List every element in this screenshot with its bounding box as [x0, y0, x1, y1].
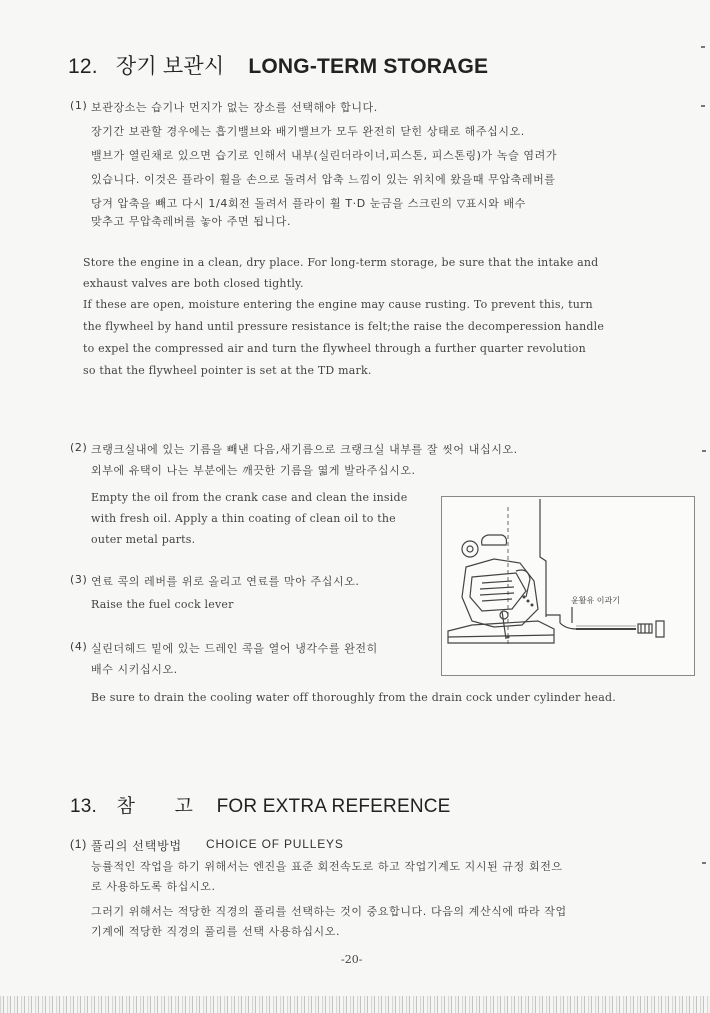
section-13-heading	[70, 791, 451, 818]
korean-line: 그러기 위해서는 적당한 직경의 풀리를 선택하는 것이 중요합니다. 다음의 계산식에 따라 작업	[91, 905, 567, 918]
item-number: (1)	[70, 99, 88, 112]
scan-mark	[702, 450, 706, 452]
section-title-ko-b: 고	[174, 796, 194, 817]
english-line: so that the flywheel pointer is set at the TD mark.	[83, 364, 372, 377]
scan-mark	[702, 862, 706, 864]
subheading-en: CHOICE OF PULLEYS	[206, 837, 344, 851]
item-number: (2)	[70, 441, 88, 454]
section-title-ko-a: 참	[116, 796, 136, 817]
korean-line: 실린더헤드 밑에 있는 드레인 콕을 열어 냉각수를 완전히	[91, 642, 378, 655]
korean-line: 보관장소는 습기나 먼지가 없는 장소를 선택해야 합니다.	[91, 101, 378, 114]
page-number: -20-	[341, 953, 363, 966]
english-line: Store the engine in a clean, dry place. For long-term storage, be sure that the intake and	[83, 256, 599, 269]
english-line: outer metal parts.	[91, 533, 196, 546]
filter-label: 윤활유 이과기	[571, 596, 620, 605]
korean-line: 밸브가 열린채로 있으면 습기로 인해서 내부(실린더라이너,피스톤, 피스톤링)가 녹슬 염려가	[91, 149, 558, 162]
english-line: Empty the oil from the crank case and clean the inside	[91, 491, 408, 504]
english-line: If these are open, moisture entering the engine may cause rusting. To prevent this, turn	[83, 298, 593, 311]
engine-drawing	[442, 497, 694, 675]
section-number: 13.	[70, 796, 98, 817]
korean-line: 기계에 적당한 직경의 풀리를 선택 사용하십시오.	[91, 925, 341, 938]
scan-edge	[0, 996, 710, 1013]
english-line: Be sure to drain the cooling water off thoroughly from the drain cock under cylinder head.	[91, 691, 616, 704]
item-number: (3)	[70, 573, 88, 586]
korean-line: 있습니다. 이것은 플라이 휠을 손으로 돌려서 압축 느낌이 있는 위치에 왔을때 무압축레버를	[91, 173, 556, 186]
item-number: (4)	[70, 640, 88, 653]
subheading-ko: 풀리의 선택방법	[91, 839, 182, 853]
scan-mark	[701, 46, 705, 48]
korean-line: 로 사용하도록 하십시오.	[91, 880, 216, 893]
korean-line: 크랭크실내에 있는 기름을 빼낸 다음,새기름으로 크랭크실 내부를 잘 씻어 내십시오.	[91, 443, 518, 456]
engine-illustration	[441, 496, 695, 676]
scan-mark	[701, 105, 705, 107]
section-title-ko: 장기 보관시	[115, 55, 225, 78]
english-line: to expel the compressed air and turn the flywheel through a further quarter revolution	[83, 342, 586, 355]
korean-line: 배수 시키십시오.	[91, 663, 178, 676]
section-12-heading	[68, 50, 488, 80]
korean-line: 맞추고 무압축레버를 놓아 주면 됩니다.	[91, 215, 292, 228]
korean-line: 외부에 유택이 나는 부분에는 깨끗한 기름을 엷게 발라주십시오.	[91, 464, 416, 477]
item-number: (1)	[70, 837, 88, 851]
english-line: Raise the fuel cock lever	[91, 598, 234, 611]
korean-line: 능률적인 작업을 하기 위해서는 엔진을 표준 회전속도로 하고 작업기계도 지시된 규정 회전으	[91, 860, 563, 873]
section-title-en: LONG-TERM STORAGE	[248, 55, 489, 78]
english-line: with fresh oil. Apply a thin coating of clean oil to the	[91, 512, 396, 525]
section-title-en: FOR EXTRA REFERENCE	[216, 796, 451, 817]
english-line: the flywheel by hand until pressure resistance is felt;the raise the decomperession handle	[83, 320, 605, 333]
english-line: exhaust valves are both closed tightly.	[83, 277, 304, 290]
korean-line: 연료 콕의 레버를 위로 올리고 연료를 막아 주십시오.	[91, 575, 360, 588]
korean-line: 장기간 보관할 경우에는 흡기밸브와 배기밸브가 모두 완전히 닫힌 상태로 해주십시오.	[91, 125, 525, 138]
section-number: 12.	[68, 55, 98, 78]
korean-line: 당겨 압축을 빼고 다시 1/4회전 돌려서 플라이 휠 T·D 눈금을 스크린의 ▽표시와 배수	[91, 197, 526, 210]
